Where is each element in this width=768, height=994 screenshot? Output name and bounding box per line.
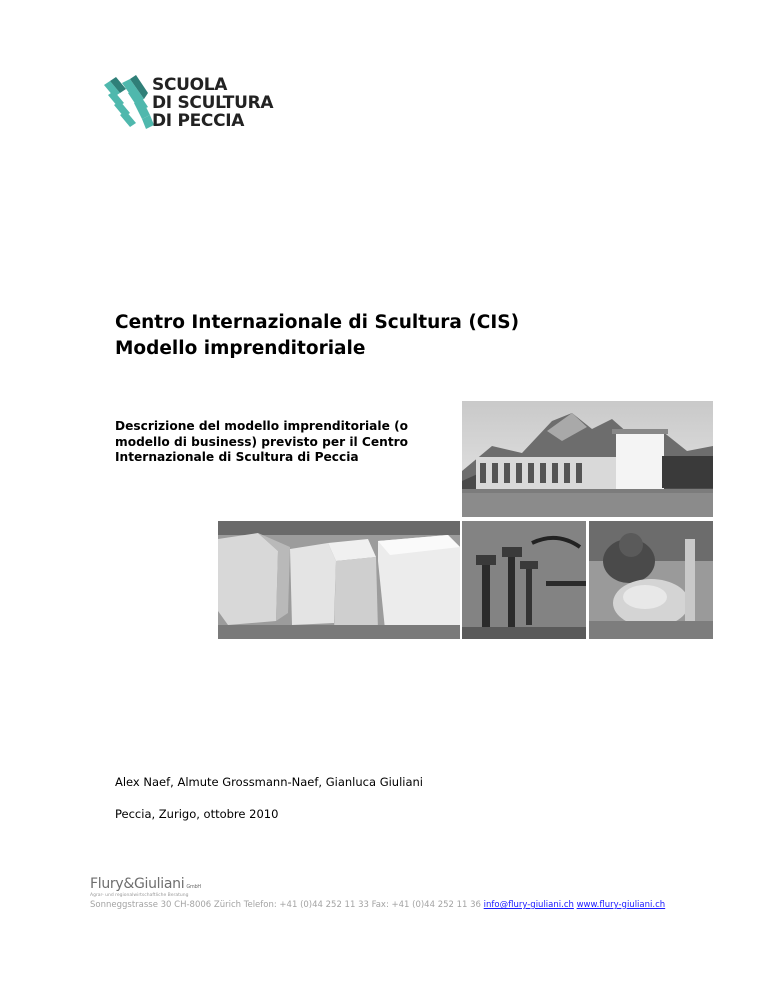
marble-blocks-photo: [218, 521, 460, 639]
title-line: Modello imprenditoriale: [115, 338, 366, 359]
sculptor-photo: [589, 521, 713, 639]
subtitle-line: modello di business) previsto per il Centro: [115, 434, 409, 449]
tools-photo: [462, 521, 586, 639]
subtitle-line: Internazionale di Scultura di Peccia: [115, 450, 359, 464]
authors: Alex Naef, Almute Grossmann-Naef, Gianluca Giuliani: [115, 775, 424, 789]
logo-line: DI PECCIA: [152, 111, 245, 131]
footer-address: Sonneggstrasse 30 CH-8006 Zürich Telefon: +41 (0)44 252 11 33 Fax: +41 (0)44 252 11 36: [90, 900, 481, 910]
footer-tagline: Agrar- und regionalwirtschaftliche Beratung: [90, 893, 189, 898]
footer-brand: [90, 876, 201, 892]
email-link[interactable]: info@flury-giuliani.ch: [483, 900, 574, 910]
footer-contact: [90, 900, 665, 910]
document-title: [115, 310, 519, 362]
brand-gmbh: GmbH: [186, 884, 201, 890]
subtitle-line: Descrizione del modello imprenditoriale (o: [115, 419, 409, 433]
brand-name: Flury&Giuliani: [90, 876, 185, 892]
school-logo-text: [152, 76, 273, 130]
place-date: Peccia, Zurigo, ottobre 2010: [115, 807, 279, 821]
logo-line: SCUOLA: [152, 75, 228, 95]
logo-line: DI SCULTURA: [152, 93, 274, 113]
title-line: Centro Internazionale di Scultura (CIS): [115, 312, 520, 333]
document-subtitle: [115, 419, 455, 466]
website-link[interactable]: www.flury-giuliani.ch: [576, 900, 666, 910]
building-photo: [462, 401, 713, 517]
